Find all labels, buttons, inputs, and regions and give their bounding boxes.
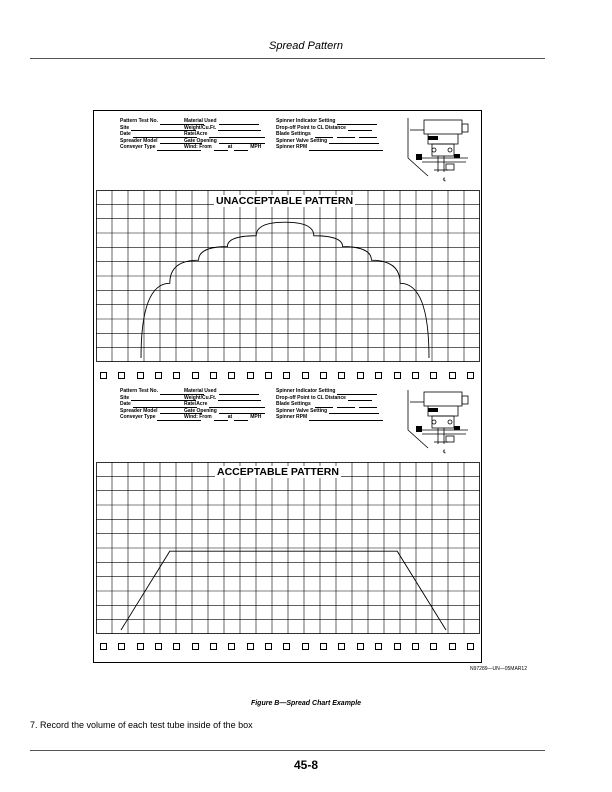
form-label: Site (120, 394, 130, 401)
test-tube-box (137, 372, 144, 379)
form-label: Spinner RPM (276, 144, 308, 150)
test-tube-box (192, 372, 199, 379)
svg-text:℄: ℄ (443, 177, 447, 183)
test-tube-box (283, 643, 290, 650)
test-tube-box (100, 643, 107, 650)
acceptable-pattern-label: ACCEPTABLE PATTERN (217, 466, 339, 478)
form-col2-top (184, 118, 265, 151)
form-blank (337, 402, 355, 408)
form-blank (348, 395, 372, 401)
form-label: Weight/Cu.Ft. (184, 394, 217, 401)
form-label: Wind: From (184, 414, 212, 420)
form-label: Spreader Model (120, 137, 158, 144)
form-label: Rate/Acre (184, 401, 208, 407)
acceptable-pattern-grid (96, 462, 480, 634)
form-label: Spinner Valve Setting (276, 407, 328, 414)
test-tube-row-acceptable (100, 643, 474, 650)
form-blank (219, 389, 259, 395)
form-blank (234, 145, 248, 151)
form-label: Pattern Test No. (120, 118, 158, 124)
grid-lines (96, 462, 480, 634)
form-label: Spreader Model (120, 407, 158, 414)
test-tube-box (357, 643, 364, 650)
test-tube-box (192, 643, 199, 650)
test-tube-box (228, 372, 235, 379)
test-tube-box (357, 372, 364, 379)
test-tube-box (302, 372, 309, 379)
form-field (184, 414, 265, 421)
test-tube-box (375, 643, 382, 650)
test-tube-box (320, 643, 327, 650)
form-col2-bottom (184, 388, 265, 421)
test-tube-box (247, 372, 254, 379)
form-label: MPH (250, 414, 262, 420)
svg-text:℄: ℄ (443, 449, 447, 455)
form-label: Spinner Indicator Setting (276, 388, 336, 394)
test-tube-box (155, 643, 162, 650)
form-blank (329, 138, 379, 144)
test-tube-box (173, 372, 180, 379)
form-label: Material Used (184, 388, 217, 394)
form-col3-bottom (276, 388, 383, 421)
test-tube-box (394, 372, 401, 379)
test-tube-box (155, 372, 162, 379)
form-label: Date (120, 131, 131, 137)
unacceptable-pattern-grid (96, 190, 480, 362)
form-blank (337, 132, 355, 138)
form-blank (359, 132, 377, 138)
instruction-step: 7. Record the volume of each test tube inside of the box (30, 720, 253, 730)
test-tube-box (430, 372, 437, 379)
form-label: Wind: From (184, 144, 212, 150)
test-tube-box (430, 643, 437, 650)
form-blank (214, 415, 228, 421)
form-label: Gate Opening (184, 407, 217, 414)
header-divider (30, 58, 545, 59)
test-tube-box (118, 372, 125, 379)
test-tube-box (449, 643, 456, 650)
form-blank (214, 145, 228, 151)
form-blank (209, 402, 265, 408)
unacceptable-pattern-label: UNACCEPTABLE PATTERN (216, 195, 354, 207)
form-label: Spinner Indicator Setting (276, 118, 336, 124)
form-col3-top (276, 118, 383, 151)
form-label: MPH (250, 144, 262, 150)
form-label: Blade Settings (276, 131, 311, 137)
test-tube-row-unacceptable (100, 372, 474, 379)
form-label: Blade Settings (276, 401, 311, 407)
test-tube-box (265, 372, 272, 379)
form-label: Conveyer Type (120, 144, 156, 150)
test-tube-box (118, 643, 125, 650)
test-tube-box (210, 643, 217, 650)
form-label: Conveyer Type (120, 414, 156, 420)
form-blank (209, 132, 265, 138)
page-header-title: Spread Pattern (269, 40, 343, 52)
form-blank (329, 408, 379, 414)
form-field (276, 144, 383, 151)
form-label: Date (120, 401, 131, 407)
test-tube-box (338, 372, 345, 379)
test-tube-box (228, 643, 235, 650)
form-blank (348, 125, 372, 131)
form-label: Material Used (184, 118, 217, 124)
test-tube-box (338, 643, 345, 650)
test-tube-box (375, 372, 382, 379)
form-blank (218, 125, 261, 131)
form-blank (219, 119, 259, 125)
form-label: Drop-off Point to CL Distance (276, 124, 346, 131)
form-blank (234, 415, 248, 421)
form-label: Weight/Cu.Ft. (184, 124, 217, 131)
form-blank (218, 395, 261, 401)
form-label: Gate Opening (184, 137, 217, 144)
form-field (276, 414, 383, 421)
test-tube-box (449, 372, 456, 379)
spinner-diagram (388, 386, 480, 456)
form-label: Site (120, 124, 130, 131)
spinner-diagram (388, 114, 480, 184)
test-tube-box (137, 643, 144, 650)
form-label: at (227, 414, 233, 420)
form-label: Pattern Test No. (120, 388, 158, 394)
page-number: 45-8 (293, 758, 319, 772)
form-field (184, 144, 265, 151)
grid-lines (96, 190, 480, 362)
test-tube-box (467, 643, 474, 650)
footer-divider (30, 750, 545, 751)
test-tube-box (302, 643, 309, 650)
test-tube-box (320, 372, 327, 379)
test-tube-box (283, 372, 290, 379)
test-tube-box (394, 643, 401, 650)
test-tube-box (210, 372, 217, 379)
form-blank (359, 402, 377, 408)
test-tube-box (100, 372, 107, 379)
figure-reference-id: N97289—UN—05MAR12 (470, 666, 527, 672)
test-tube-box (265, 643, 272, 650)
acceptable-spread-curve (121, 551, 446, 630)
form-label: Spinner Valve Setting (276, 137, 328, 144)
test-tube-box (412, 643, 419, 650)
figure-caption: Figure B—Spread Chart Example (250, 700, 362, 707)
form-label: Spinner RPM (276, 414, 308, 420)
form-label: at (227, 144, 233, 150)
test-tube-box (247, 643, 254, 650)
test-tube-box (412, 372, 419, 379)
form-blank (309, 145, 383, 151)
form-blank (309, 415, 383, 421)
form-label: Drop-off Point to CL Distance (276, 394, 346, 401)
test-tube-box (173, 643, 180, 650)
test-tube-box (467, 372, 474, 379)
form-label: Rate/Acre (184, 131, 208, 137)
